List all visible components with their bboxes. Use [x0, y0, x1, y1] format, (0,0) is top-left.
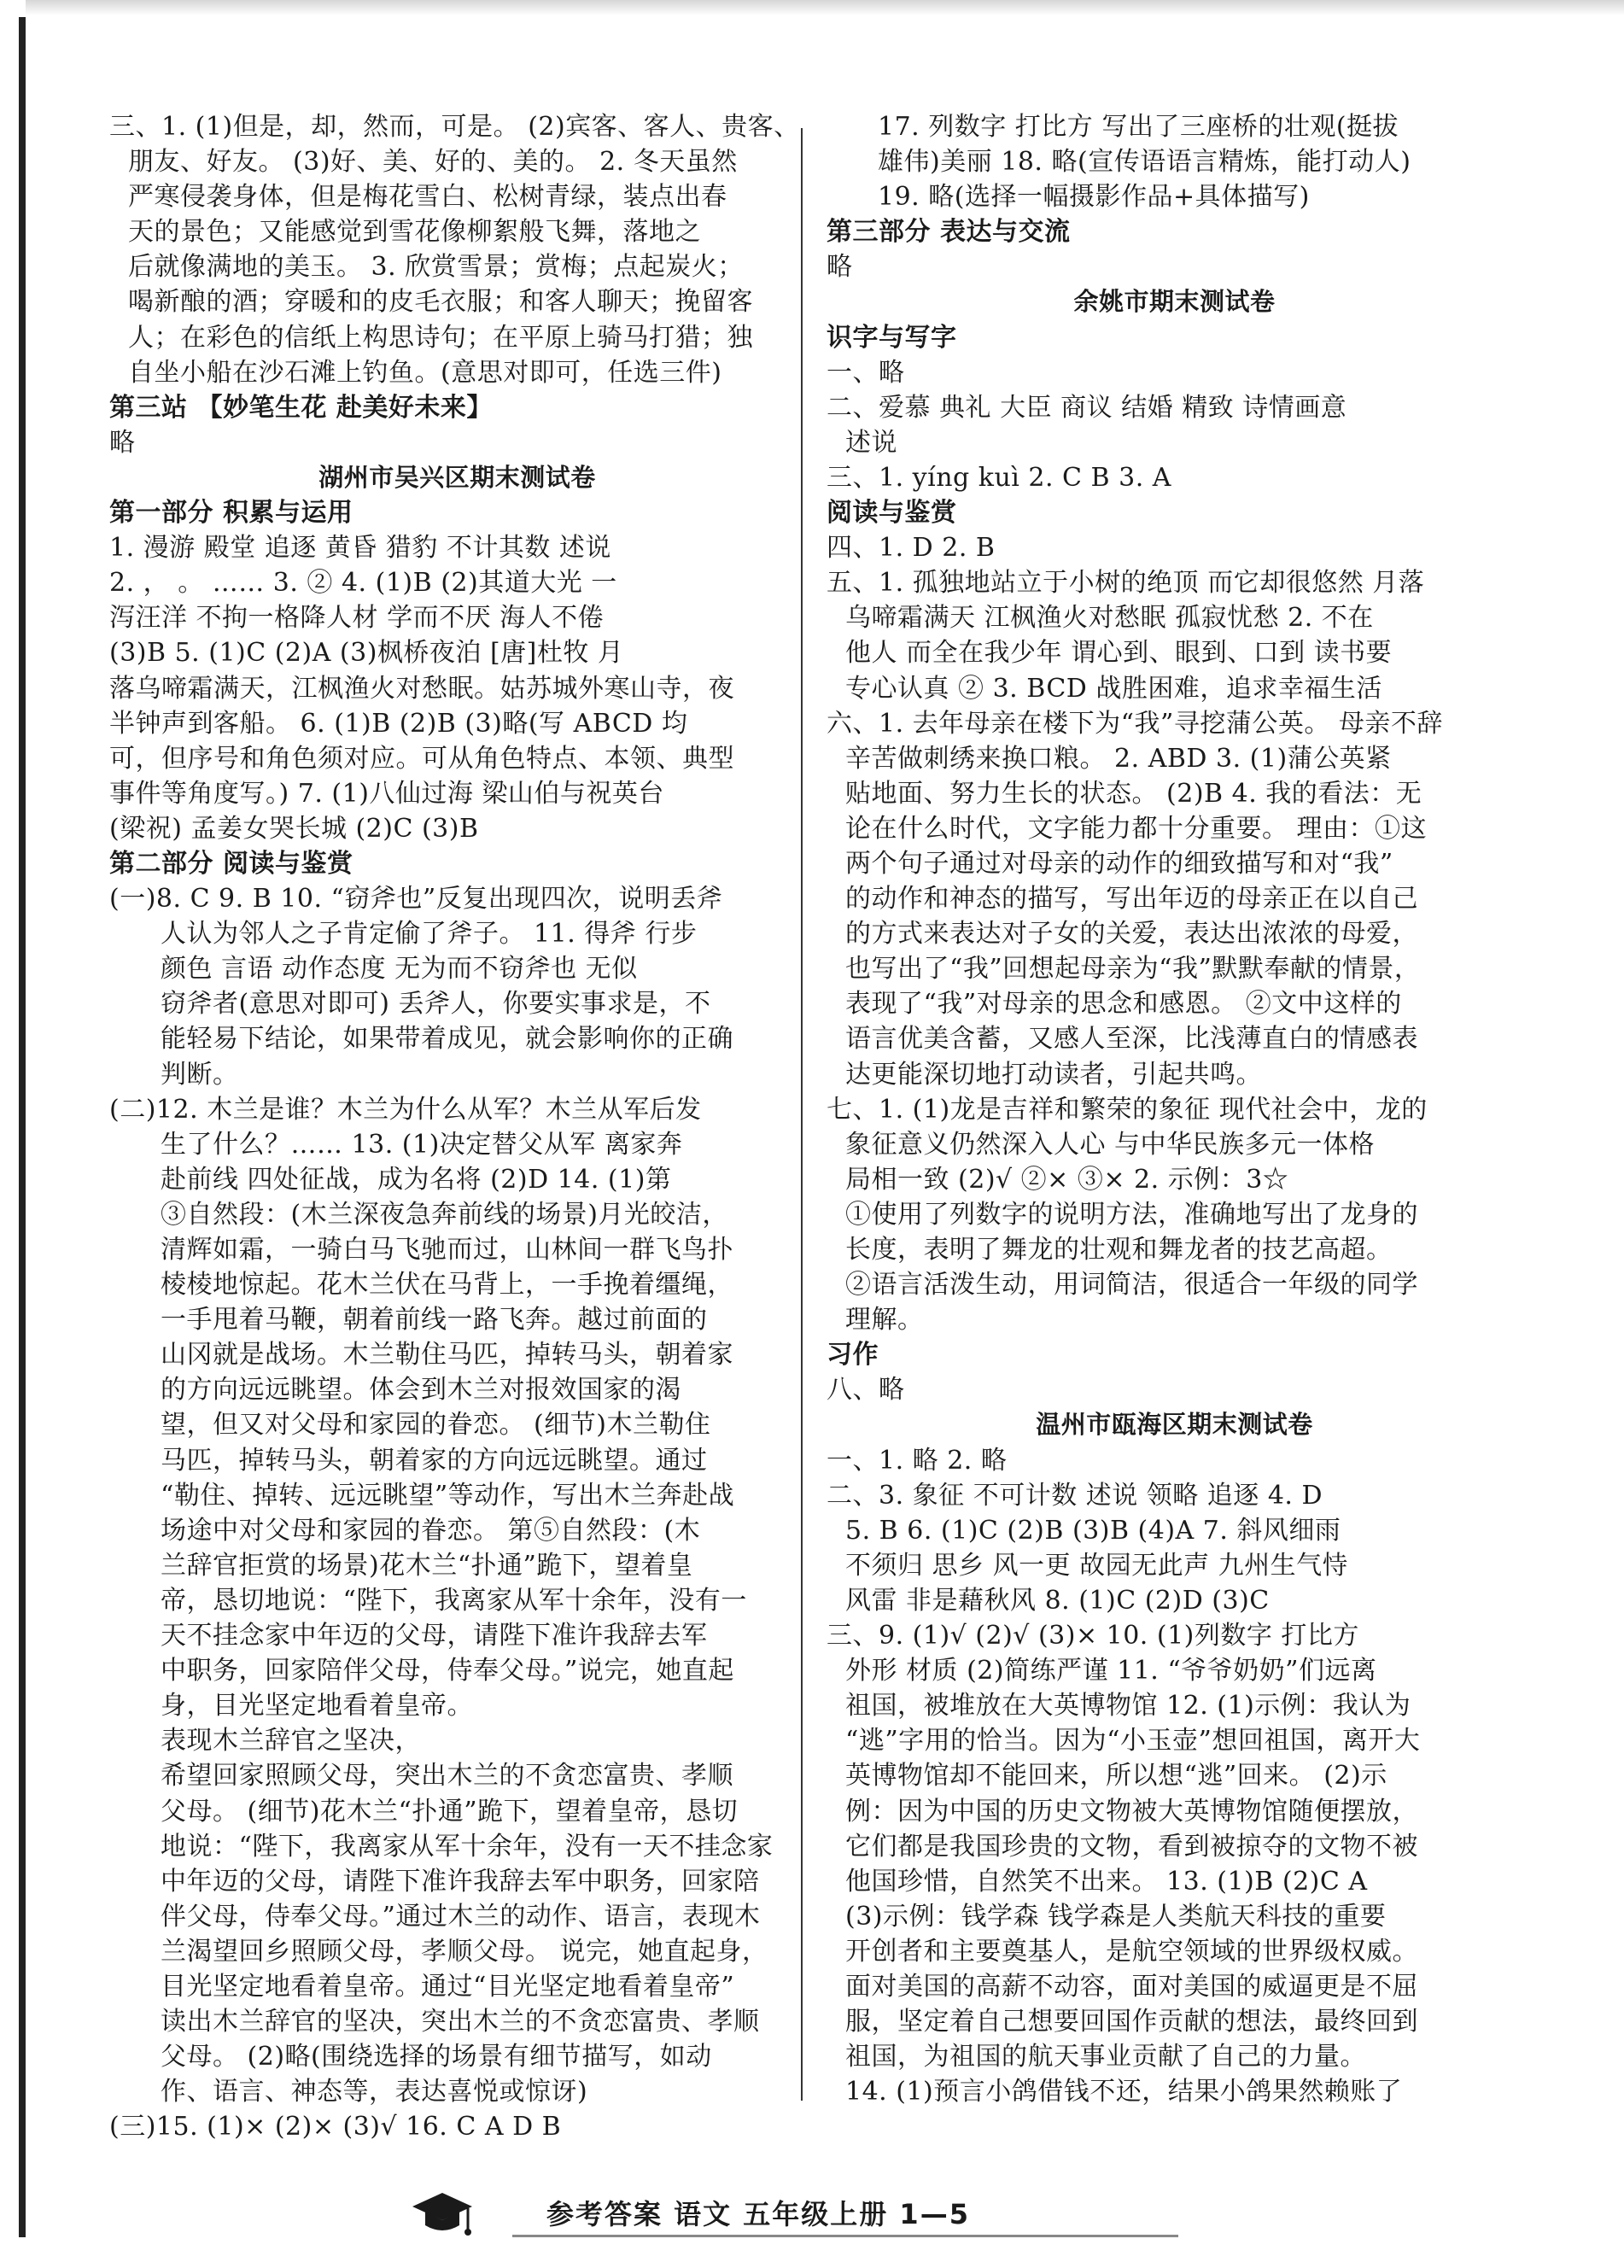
answer-line: (3)示例：钱学森 钱学森是人类航天科技的重要: [845, 1901, 1387, 1932]
answer-line: 面对美国的高薪不动容，面对美国的威逼更是不屈: [845, 1971, 1418, 2002]
answer-line: 17. 列数字 打比方 写出了三座桥的壮观(挺拔: [878, 112, 1399, 142]
answer-line: 辛苦做刺绣来换口粮。 2. ABD 3. (1)蒲公英紧: [845, 743, 1392, 774]
answer-line: 父母。 (细节)花木兰“扑通”跪下，望着皇帝，恳切: [161, 1796, 739, 1827]
answer-line: 帝，恳切地说：“陛下，我离家从军十余年，没有一: [161, 1585, 747, 1616]
answer-line: 14. (1)预言小鸽借钱不还，结果小鸽果然赖账了: [845, 2077, 1403, 2107]
column-divider: [801, 128, 803, 2101]
binding-edge: [19, 17, 26, 2237]
right-column: [827, 109, 1522, 2109]
answer-line: 天的景色；又能感觉到雪花像柳絮般飞舞，落地之: [128, 217, 701, 248]
answer-line: 表现了“我”对母亲的思念和感恩。 ②文中这样的: [845, 989, 1402, 1020]
answer-line: 表现木兰辞官之坚决，: [161, 1726, 421, 1757]
section-heading: 第三站 【妙笔生花 赴美好未来】: [109, 392, 493, 423]
section-heading: 第二部分 阅读与鉴赏: [109, 848, 353, 879]
answer-line: 的方向远远眺望。体会到木兰对报效国家的渴: [161, 1375, 681, 1406]
answer-line: 五、1. 孤独地站立于小树的绝顶 而它却很悠然 月落: [827, 568, 1425, 599]
answer-line: 三、1. (1)但是，却，然而，可是。 (2)宾客、客人、贵客、: [109, 112, 800, 142]
answer-line: 人；在彩色的信纸上构思诗句；在平原上骑马打猎；独: [128, 322, 753, 353]
answer-line: 2. ， 。 …… 3. ② 4. (1)B (2)其道大光 一: [109, 568, 617, 599]
answer-line: 希望回家照顾父母，突出木兰的不贪恋富贵、孝顺: [161, 1761, 733, 1792]
section-heading: 识字与写字: [827, 322, 957, 353]
answer-line: 六、1. 去年母亲在楼下为“我”寻挖蒲公英。 母亲不辞: [827, 708, 1443, 739]
answer-line: 二、爱慕 典礼 大臣 商议 结婚 精致 诗情画意: [827, 392, 1347, 423]
answer-line: 人认为邻人之子肯定偷了斧子。 11. 得斧 行步: [161, 919, 698, 950]
answer-line: 两个句子通过对母亲的动作的细致描写和对“我”: [845, 848, 1393, 879]
answer-line: 不须归 思乡 风一更 故园无此声 九州生气恃: [845, 1550, 1349, 1581]
answer-line: 四、1. D 2. B: [827, 533, 996, 564]
answer-line: 语言优美含蓄，又感人至深，比浅薄直白的情感表: [845, 1024, 1418, 1055]
answer-line: 目光坚定地看着皇帝。通过“目光坚定地看着皇帝”: [161, 1971, 735, 2002]
section-heading: 第一部分 积累与运用: [109, 498, 353, 529]
graduation-cap-icon: [408, 2183, 476, 2242]
answer-line: 赴前线 四处征战，成为名将 (2)D 14. (1)第: [161, 1164, 672, 1195]
answer-line: 喝新酿的酒；穿暖和的皮毛衣服；和客人聊天；挽留客: [128, 287, 753, 318]
answer-line: 他国珍惜，自然笑不出来。 13. (1)B (2)C A: [845, 1866, 1368, 1897]
answer-line: 局相一致 (2)√ ②× ③× 2. 示例：3☆: [845, 1164, 1289, 1195]
answer-line: 可，但序号和角色须对应。可从角色特点、本领、典型: [109, 743, 734, 774]
answer-line: 的方式来表达对子女的关爱，表达出浓浓的母爱，: [845, 919, 1418, 950]
answer-line: 后就像满地的美玉。 3. 欣赏雪景；赏梅；点起炭火；: [128, 252, 744, 283]
answer-line: 一、1. 略 2. 略: [827, 1445, 1008, 1476]
answer-line: 祖国，为祖国的航天事业贡献了自己的力量。: [845, 2042, 1366, 2072]
answer-line: 1. 漫游 殿堂 追逐 黄昏 猎豹 不计其数 述说: [109, 533, 611, 564]
test-title: 湖州市吴兴区期末测试卷: [318, 462, 596, 492]
answer-line: 他人 而全在我少年 谓心到、眼到、口到 读书要: [845, 638, 1393, 669]
answer-line: (二)12. 木兰是谁？木兰为什么从军？木兰从军后发: [109, 1094, 702, 1125]
answer-line: 兰渴望回乡照顾父母，孝顺父母。 说完，她直起身，: [161, 1936, 768, 1967]
answer-line: ①使用了列数字的说明方法，准确地写出了龙身的: [845, 1199, 1418, 1230]
answer-line: 马匹，掉转马头，朝着家的方向远远眺望。通过: [161, 1445, 708, 1476]
answer-line: (3)B 5. (1)C (2)A (3)枫桥夜泊 [唐]杜牧 月: [109, 638, 624, 669]
answer-line: 父母。 (2)略(围绕选择的场景有细节描写，如动: [161, 2042, 712, 2072]
answer-line: 理解。: [845, 1305, 924, 1336]
section-heading: 习作: [827, 1340, 879, 1371]
answer-line: 英博物馆却不能回来，所以想“逃”回来。 (2)示: [845, 1761, 1387, 1792]
answer-line: 落乌啼霜满天，江枫渔火对愁眠。姑苏城外寒山寺，夜: [109, 673, 734, 704]
answer-line: 身，目光坚定地看着皇帝。: [161, 1691, 473, 1721]
answer-line: 事件等角度写。) 7. (1)八仙过海 梁山伯与祝英台: [109, 778, 664, 809]
answer-line: 5. B 6. (1)C (2)B (3)B (4)A 7. 斜风细雨: [845, 1515, 1341, 1546]
answer-line: 生了什么？…… 13. (1)决定替父从军 离家奔: [161, 1129, 683, 1160]
answer-line: 一、略: [827, 357, 905, 388]
answer-line: 论在什么时代，文字能力都十分重要。 理由：①这: [845, 813, 1428, 844]
section-heading: 阅读与鉴赏: [827, 498, 957, 529]
answer-line: 开创者和主要奠基人，是航空领域的世界级权威。: [845, 1936, 1418, 1967]
answer-line: ③自然段：(木兰深夜急奔前线的场景)月光皎洁，: [161, 1199, 728, 1230]
test-title: 余姚市期末测试卷: [1073, 287, 1276, 317]
answer-line: 场途中对父母和家园的眷恋。 第⑤自然段：(木: [161, 1515, 701, 1546]
answer-line: 一手甩着马鞭，朝着前线一路飞奔。越过前面的: [161, 1305, 708, 1336]
answer-line: 三、9. (1)√ (2)√ (3)× 10. (1)列数字 打比方: [827, 1621, 1359, 1651]
answer-line: 外形 材质 (2)简练严谨 11. “爷爷奶奶”们远离: [845, 1656, 1377, 1686]
answer-line: 三、1. yíng kuì 2. C B 3. A: [827, 462, 1171, 493]
answer-line: 八、略: [827, 1375, 905, 1406]
answer-line: 达更能深切地打动读者，引起共鸣。: [845, 1059, 1262, 1090]
answer-line: 伴父母，侍奉父母。”通过木兰的动作、语言，表现木: [161, 1901, 761, 1932]
answer-line: “勒住、掉转、远远眺望”等动作，写出木兰奔赴战: [161, 1480, 735, 1511]
left-column: [109, 109, 805, 2144]
answer-line: 长度，表明了舞龙的壮观和舞龙者的技艺高超。: [845, 1235, 1393, 1265]
answer-line: 中职务，回家陪伴父母，侍奉父母。”说完，她直起: [161, 1656, 734, 1686]
footer-label: 参考答案 语文 五年级上册 1—5: [546, 2198, 970, 2230]
answer-line: 乌啼霜满天 江枫渔火对愁眠 孤寂忧愁 2. 不在: [845, 603, 1374, 634]
answer-line: 颜色 言语 动作态度 无为而不窃斧也 无似: [161, 954, 638, 985]
answer-line: 服，坚定着自己想要回国作贡献的想法，最终回到: [845, 2007, 1418, 2037]
test-title: 温州市瓯海区期末测试卷: [1036, 1410, 1313, 1440]
footer-rule: [512, 2235, 1178, 2237]
answer-line: 兰辞官拒赏的场景)花木兰“扑通”跪下，望着皇: [161, 1550, 693, 1581]
answer-line: 清辉如霜，一骑白马飞驰而过，山林间一群飞鸟扑: [161, 1235, 733, 1265]
answer-line: (一)8. C 9. B 10. “窃斧也”反复出现四次，说明丢斧: [109, 884, 723, 915]
answer-line: 19. 略(选择一幅摄影作品+具体描写): [878, 182, 1310, 213]
answer-line: 风雷 非是藉秋风 8. (1)C (2)D (3)C: [845, 1585, 1270, 1616]
answer-line: 山冈就是战场。木兰勒住马匹，掉转马头，朝着家: [161, 1340, 733, 1371]
answer-line: 的动作和神态的描写，写出年迈的母亲正在以自己: [845, 884, 1418, 915]
answer-line: (三)15. (1)× (2)× (3)√ 16. C A D B: [109, 2112, 562, 2142]
answer-line: 能轻易下结论，如果带着成见，就会影响你的正确: [161, 1024, 733, 1055]
answer-line: (梁祝) 孟姜女哭长城 (2)C (3)B: [109, 813, 479, 844]
answer-line: 读出木兰辞官的坚决，突出木兰的不贪恋富贵、孝顺: [161, 2007, 760, 2037]
answer-line: 棱棱地惊起。花木兰伏在马背上，一手挽着缰绳，: [161, 1270, 733, 1301]
answer-line: 贴地面、努力生长的状态。 (2)B 4. 我的看法：无: [845, 778, 1422, 809]
answer-line: 天不挂念家中年迈的父母，请陛下准许我辞去军: [161, 1621, 708, 1651]
answer-line: 半钟声到客船。 6. (1)B (2)B (3)略(写 ABCD 均: [109, 708, 688, 739]
answer-line: 雄伟)美丽 18. 略(宣传语语言精炼，能打动人): [878, 147, 1411, 178]
section-heading: 第三部分 表达与交流: [827, 217, 1071, 248]
answer-line: 作、语言、神态等，表达喜悦或惊讶): [161, 2077, 588, 2107]
answer-line: 象征意义仍然深入人心 与中华民族多元一体格: [845, 1129, 1376, 1160]
answer-line: 判断。: [161, 1059, 239, 1090]
answer-line: ②语言活泼生动，用词简洁，很适合一年级的同学: [845, 1270, 1418, 1301]
answer-line: 自坐小船在沙石滩上钓鱼。(意思对即可，任选三件): [128, 357, 722, 388]
answer-line: 严寒侵袭身体，但是梅花雪白、松树青绿，装点出春: [128, 182, 727, 213]
answer-line: 窃斧者(意思对即可) 丢斧人，你要实事求是，不: [161, 989, 711, 1020]
answer-line: 略: [109, 427, 136, 458]
answer-line: 泻汪洋 不拘一格降人材 学而不厌 海人不倦: [109, 603, 605, 634]
answer-line: 它们都是我国珍贵的文物，看到被掠夺的文物不被: [845, 1831, 1418, 1862]
answer-line: 略: [827, 252, 853, 283]
answer-line: 地说：“陛下，我离家从军十余年，没有一天不挂念家: [161, 1831, 774, 1862]
answer-line: 望，但又对父母和家园的眷恋。 (细节)木兰勒住: [161, 1410, 711, 1441]
answer-line: 例：因为中国的历史文物被大英博物馆随便摆放，: [845, 1796, 1418, 1827]
answer-line: “逃”字用的恰当。因为“小玉壶”想回祖国，离开大: [845, 1726, 1421, 1757]
answer-line: 中年迈的父母，请陛下准许我辞去军中职务，回家陪: [161, 1866, 760, 1897]
answer-line: 述说: [845, 427, 897, 458]
answer-line: 七、1. (1)龙是吉祥和繁荣的象征 现代社会中，龙的: [827, 1094, 1428, 1125]
scan-top-shadow: [26, 0, 1624, 15]
answer-line: 二、3. 象征 不可计数 述说 领略 追逐 4. D: [827, 1480, 1323, 1511]
answer-line: 也写出了“我”回想起母亲为“我”默默奉献的情景，: [845, 954, 1421, 985]
answer-line: 专心认真 ② 3. BCD 战胜困难，追求幸福生活: [845, 673, 1382, 704]
answer-line: 朋友、好友。 (3)好、美、好的、美的。 2. 冬天虽然: [128, 147, 738, 178]
answer-line: 祖国，被堆放在大英博物馆 12. (1)示例：我认为: [845, 1691, 1411, 1721]
